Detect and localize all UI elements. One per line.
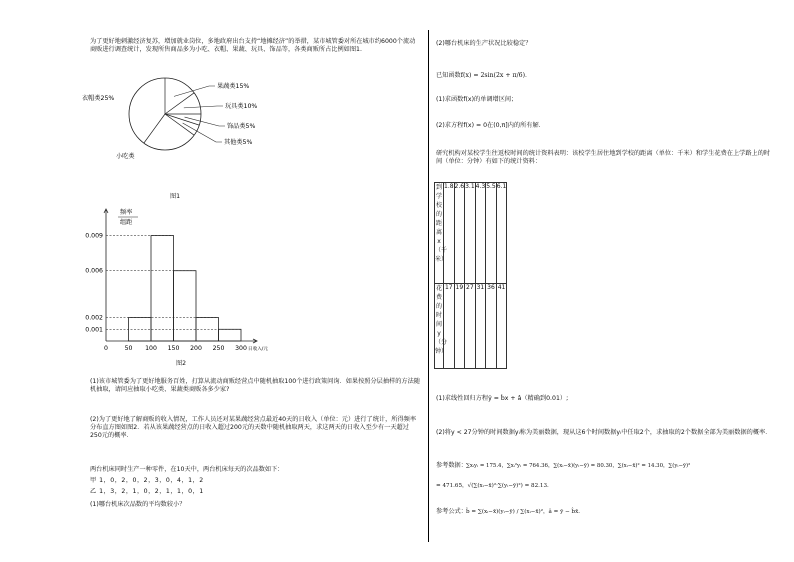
table-row-distance (435, 183, 507, 284)
y-tick-label: 0.001 (85, 326, 103, 334)
y-tick-label: 0.009 (85, 232, 103, 240)
y-tick-label: 0.006 (85, 267, 103, 275)
table-cell: 19 (455, 284, 464, 291)
table-cell: 2.6 (454, 183, 465, 190)
table-header-time: 花费的时间y（分钟） (435, 285, 448, 355)
survey-question-1: (1)求线性回归方程ŷ = b̂x + â（精确到0.01）; (436, 395, 569, 402)
reference-formula: b̂ = ∑(xᵢ−x̄)(yᵢ−ȳ) / ∑(xᵢ−x̄)²，â = ȳ − b̂x̄． (466, 509, 584, 515)
x-tick-label: 250 (212, 345, 225, 352)
table-cell: 41 (497, 284, 506, 291)
reference-data-label: 参考数据： (436, 462, 467, 469)
pie-leader-fruit (174, 86, 215, 96)
pie-leader-other (183, 123, 222, 142)
reference-data-line-2: = 471.65，√(∑(xᵢ−x̄)²·∑(yᵢ−ȳ)²) = 82.13. (436, 483, 549, 489)
table-cell: 1.8 (444, 183, 454, 190)
pie-label-jewelry: 饰品类5% (227, 123, 256, 130)
question-1: (1)该市城管委为了更好地服务百姓，打算从流动商贩经营点中随机抽取100个进行政策问询．如果按照分层抽样的方法随机抽取，请问应抽取小吃类、果蔬类商贩各多少家? (90, 378, 420, 393)
table-cell: 31 (476, 284, 485, 291)
y-axis-label-top: 频率 (120, 209, 133, 216)
pie-slice-divider (144, 114, 165, 143)
pie-label-fruit: 果蔬类15% (217, 83, 250, 90)
table-cell: 3.1 (465, 183, 475, 190)
machine-question-2: (2)哪台机床的生产状况比较稳定？ (436, 40, 532, 47)
x-tick-label: 200 (190, 345, 202, 352)
table-header-distance: 到学校的距离x（千米） (435, 184, 448, 263)
x-tick-label: 50 (124, 345, 133, 352)
histogram-bar (151, 236, 174, 341)
pie-label-snacks: 小吃类 (116, 153, 135, 160)
survey-question-2: (2)将y < 27分钟的时间数据yᵢ称为美丽数据，现从这6个时间数据yᵢ中任取2个，求抽取的2个数据全部为美丽数据的概率． (436, 429, 772, 436)
table-cell: 17 (444, 284, 453, 291)
y-axis-label-bottom: 组距 (120, 219, 133, 226)
pie-slice-divider (165, 114, 194, 135)
table-cell: 36 (487, 284, 495, 291)
machine-b-row: 乙 1，3，2，1，0，2，1，1，0，1 (90, 488, 204, 495)
table-cell: 4.3 (475, 183, 486, 190)
machine-intro: 两台机床同时生产一种零件，在10天中，两台机床每天的次品数如下： (90, 466, 284, 473)
x-tick-label: 100 (145, 345, 157, 352)
histogram-bar (219, 329, 242, 341)
function-question-2: (2)求方程f(x) = 0在(0,π]内的所有解． (436, 122, 545, 129)
y-tick-label: 0.002 (85, 314, 103, 322)
pie-label-other: 其他类5% (224, 139, 253, 146)
reference-data-line-1: ∑xᵢyᵢ = 175.4，∑xᵢ²yᵢ = 764.36，∑(xᵢ−x̄)(yᵢ−ȳ) = 80.30，∑(xᵢ−x̄)² = 14.30，∑(yᵢ−ȳ)² (466, 463, 691, 469)
function-definition: 已知函数f(x) = 2sin(2x + π/6)． (436, 72, 532, 79)
table-cell: 5.5 (486, 183, 496, 190)
table-cell: 27 (466, 284, 474, 291)
figure-1-caption: 图1 (170, 193, 181, 200)
machine-question-1: (1)哪台机床次品数的平均数较小？ (90, 501, 186, 508)
machine-a-row: 甲 1，0，2，0，2，3，0，4，1，2 (90, 477, 204, 484)
table-cell: 6.1 (496, 183, 507, 190)
statistics-table (434, 182, 507, 369)
survey-intro: 研究机构对某校学生往返校时间的统计资料表明：该校学生居住地到学校的距离（单位：千米）和学生花费在上学路上的时间（单位：分钟）有如下的统计资料： (436, 150, 771, 165)
function-question-1: (1)求函数f(x)的单调增区间； (436, 96, 518, 103)
x-axis-label: 日收入/元 (248, 347, 268, 352)
figure-2-caption: 图2 (176, 360, 187, 367)
pie-leader-jewelry (185, 117, 225, 126)
pie-label-toys: 玩具类10% (225, 103, 258, 110)
pie-slice-divider (165, 93, 194, 114)
intro-paragraph: 为了更好地刺激经济复苏，增加就业岗位，多地政府出台支持“地摊经济”的举措，某市城管委对所在城市约6000个流动商贩进行调查统计，发现所售商品多为小吃、衣帽、果蔬、玩具、饰品等，各类商贩所占比例如图1. (90, 38, 416, 53)
frequency-histogram (85, 206, 298, 361)
column-divider (428, 30, 429, 542)
table-row-time (435, 284, 507, 369)
x-tick-label: 300 (235, 345, 247, 352)
x-tick-label: 0 (104, 345, 108, 352)
x-tick-label: 150 (167, 345, 180, 352)
reference-formula-label: 参考公式： (436, 508, 467, 515)
histogram-bar (174, 271, 197, 341)
pie-chart (82, 72, 280, 167)
question-2: (2)为了更好地了解商贩的收入情况，工作人员还对某果蔬经营点最近40天的日收入（单位：元）进行了统计，所得频率分布直方图如图2．若从该果蔬经营点的日收入超过200元的天数中随机抽取两天，求这两天的日收入至少有一天超过250元的概率． (90, 416, 417, 439)
pie-label-clothing: 衣帽类25% (82, 95, 115, 102)
pie-leader-toys (184, 106, 223, 108)
